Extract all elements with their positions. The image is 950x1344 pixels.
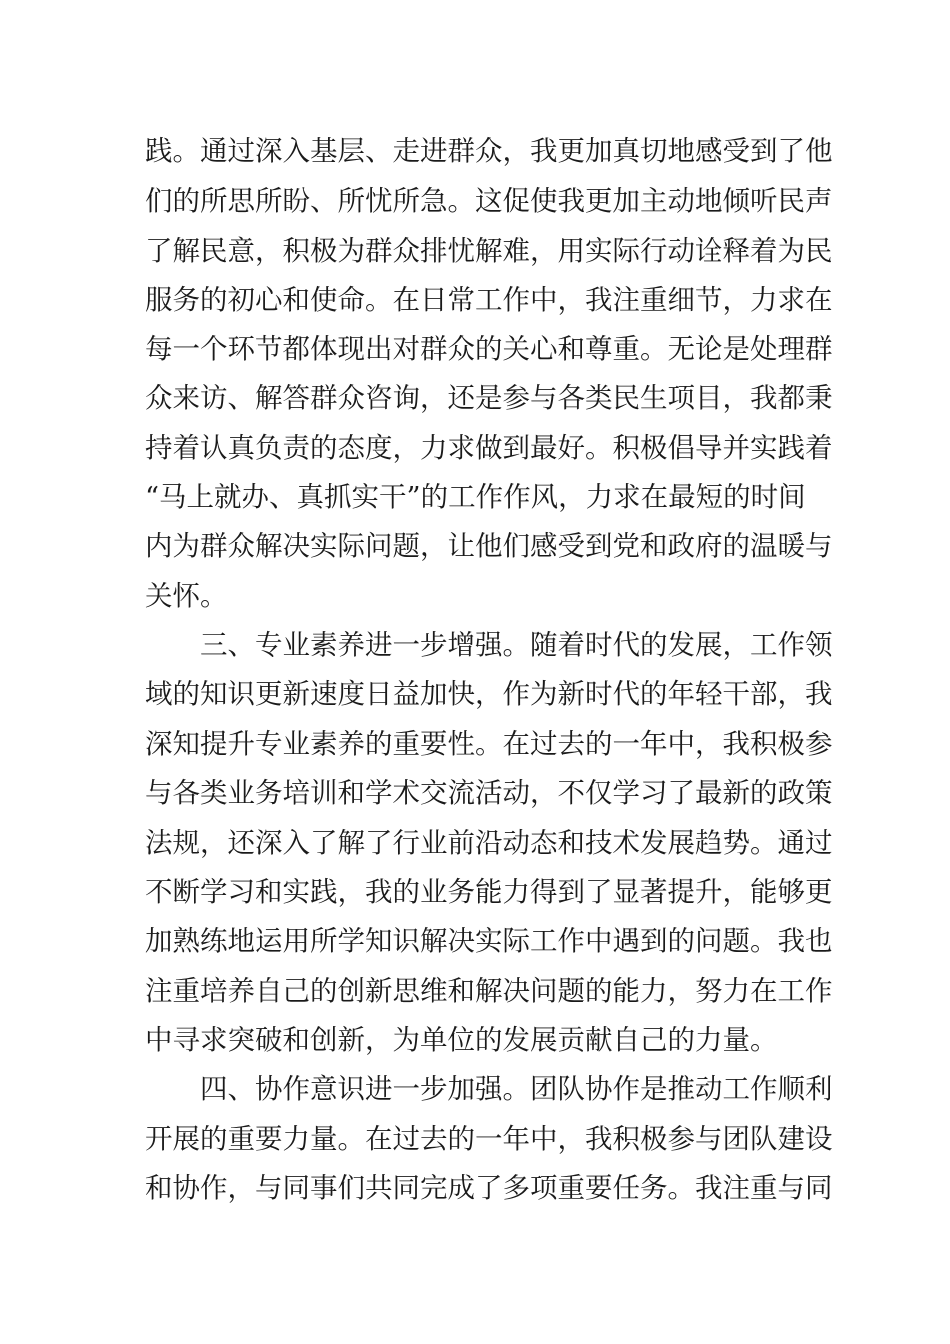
section-heading-line: 三、专业素养进一步增强。随着时代的发展，工作领	[200, 629, 833, 661]
section-heading-line: 四、协作意识进一步加强。团队协作是推动工作顺利	[200, 1073, 833, 1105]
text-line: 内为群众解决实际问题，让他们感受到党和政府的温暖与	[145, 530, 833, 562]
text-line: 每一个环节都体现出对群众的关心和尊重。无论是处理群	[145, 333, 833, 365]
text-line: 了解民意，积极为群众排忧解难，用实际行动诠释着为民	[145, 235, 833, 267]
text-line: 不断学习和实践，我的业务能力得到了显著提升，能够更	[145, 876, 833, 908]
text-line: 深知提升专业素养的重要性。在过去的一年中，我积极参	[145, 728, 833, 760]
text-line: 们的所思所盼、所忧所急。这促使我更加主动地倾听民声	[145, 185, 833, 217]
text-line: 践。通过深入基层、走进群众，我更加真切地感受到了他	[145, 135, 833, 167]
text-line: 众来访、解答群众咨询，还是参与各类民生项目，我都秉	[145, 382, 833, 414]
text-line: 服务的初心和使命。在日常工作中，我注重细节，力求在	[145, 284, 833, 316]
text-line: 持着认真负责的态度，力求做到最好。积极倡导并实践着	[145, 432, 833, 464]
text-line: “马上就办、真抓实干”的工作作风，力求在最短的时间	[145, 481, 806, 513]
text-line: 与各类业务培训和学术交流活动，不仅学习了最新的政策	[145, 777, 833, 809]
text-line: 开展的重要力量。在过去的一年中，我积极参与团队建设	[145, 1123, 833, 1155]
text-line: 关怀。	[145, 580, 228, 612]
text-line: 加熟练地运用所学知识解决实际工作中遇到的问题。我也	[145, 925, 833, 957]
text-line: 法规，还深入了解了行业前沿动态和技术发展趋势。通过	[145, 827, 833, 859]
text-line: 注重培养自己的创新思维和解决问题的能力，努力在工作	[145, 975, 833, 1007]
text-line: 中寻求突破和创新，为单位的发展贡献自己的力量。	[145, 1024, 778, 1056]
text-line: 域的知识更新速度日益加快，作为新时代的年轻干部，我	[145, 678, 833, 710]
text-line: 和协作，与同事们共同完成了多项重要任务。我注重与同	[145, 1172, 833, 1204]
